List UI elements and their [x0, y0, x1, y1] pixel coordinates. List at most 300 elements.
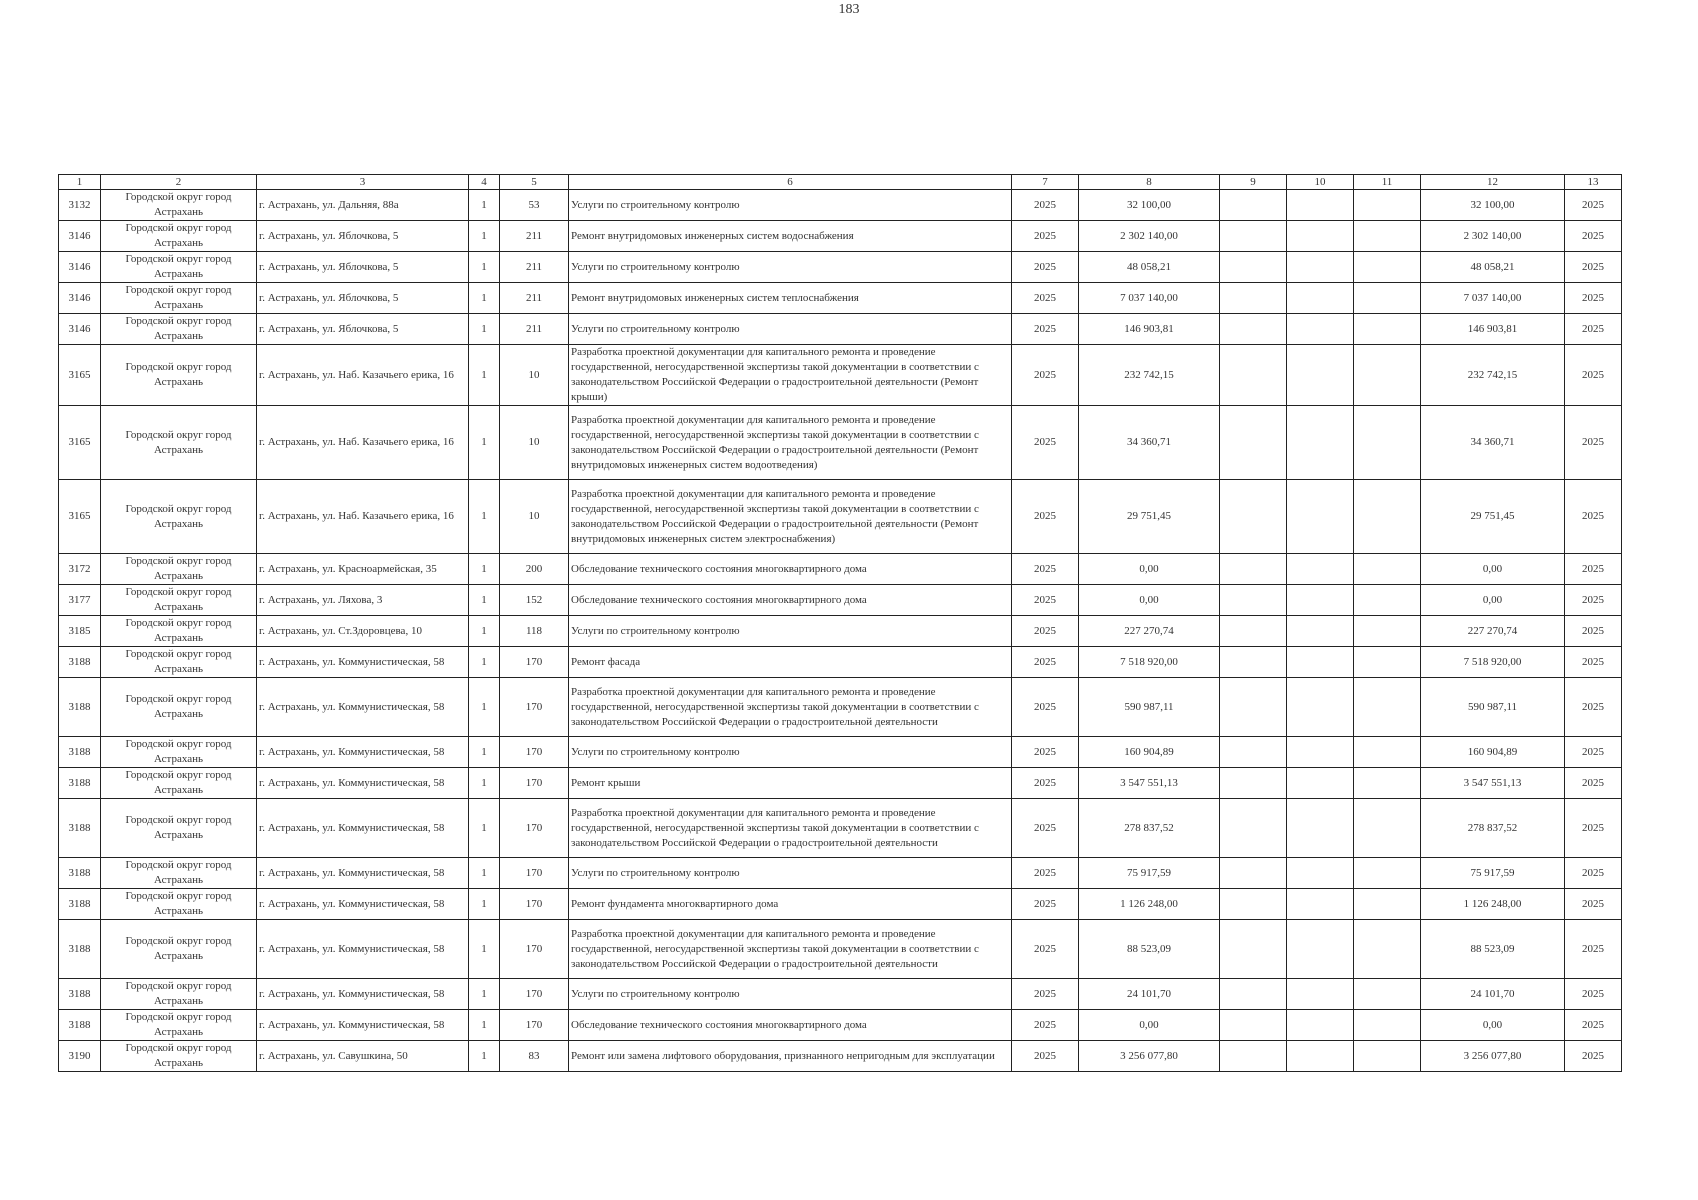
cell-col4: 1 [469, 858, 500, 889]
cell-col12: 88 523,09 [1421, 920, 1565, 979]
table-row [59, 585, 1622, 616]
table-row [59, 221, 1622, 252]
cell-col13: 2025 [1565, 585, 1622, 616]
column-header-3: 3 [257, 175, 469, 190]
cell-col11 [1354, 554, 1421, 585]
table-row [59, 345, 1622, 406]
cell-address: г. Астрахань, ул. Дальняя, 88а [257, 190, 469, 221]
cell-amount: 48 058,21 [1079, 252, 1220, 283]
cell-number: 3172 [59, 554, 101, 585]
cell-col5: 152 [500, 585, 569, 616]
cell-col10 [1287, 979, 1354, 1010]
cell-work-type: Услуги по строительному контролю [569, 314, 1012, 345]
column-header-4: 4 [469, 175, 500, 190]
cell-address: г. Астрахань, ул. Коммунистическая, 58 [257, 737, 469, 768]
cell-year: 2025 [1012, 190, 1079, 221]
cell-number: 3188 [59, 647, 101, 678]
cell-year: 2025 [1012, 314, 1079, 345]
cell-amount: 24 101,70 [1079, 979, 1220, 1010]
cell-municipality: Городской округ город Астрахань [101, 768, 257, 799]
cell-number: 3188 [59, 678, 101, 737]
column-header-9: 9 [1220, 175, 1287, 190]
cell-number: 3188 [59, 858, 101, 889]
cell-col10 [1287, 406, 1354, 480]
cell-col9 [1220, 190, 1287, 221]
cell-address: г. Астрахань, ул. Наб. Казачьего ерика, 16 [257, 480, 469, 554]
cell-col4: 1 [469, 406, 500, 480]
cell-col10 [1287, 768, 1354, 799]
cell-col13: 2025 [1565, 768, 1622, 799]
cell-number: 3188 [59, 799, 101, 858]
cell-address: г. Астрахань, ул. Наб. Казачьего ерика, 16 [257, 345, 469, 406]
cell-col13: 2025 [1565, 221, 1622, 252]
cell-col11 [1354, 283, 1421, 314]
cell-col9 [1220, 678, 1287, 737]
cell-col13: 2025 [1565, 889, 1622, 920]
cell-col4: 1 [469, 889, 500, 920]
cell-col11 [1354, 1041, 1421, 1072]
cell-col11 [1354, 1010, 1421, 1041]
cell-number: 3188 [59, 768, 101, 799]
cell-number: 3188 [59, 920, 101, 979]
cell-col10 [1287, 252, 1354, 283]
cell-address: г. Астрахань, ул. Красноармейская, 35 [257, 554, 469, 585]
cell-municipality: Городской округ город Астрахань [101, 858, 257, 889]
cell-address: г. Астрахань, ул. Коммунистическая, 58 [257, 768, 469, 799]
cell-year: 2025 [1012, 737, 1079, 768]
column-header-13: 13 [1565, 175, 1622, 190]
cell-municipality: Городской округ город Астрахань [101, 585, 257, 616]
cell-address: г. Астрахань, ул. Коммунистическая, 58 [257, 799, 469, 858]
cell-year: 2025 [1012, 252, 1079, 283]
table-row [59, 799, 1622, 858]
cell-col4: 1 [469, 920, 500, 979]
cell-amount: 7 037 140,00 [1079, 283, 1220, 314]
table-row [59, 190, 1622, 221]
cell-col11 [1354, 480, 1421, 554]
cell-col13: 2025 [1565, 480, 1622, 554]
cell-col4: 1 [469, 768, 500, 799]
cell-work-type: Услуги по строительному контролю [569, 858, 1012, 889]
cell-work-type: Обследование технического состояния многоквартирного дома [569, 554, 1012, 585]
cell-municipality: Городской округ город Астрахань [101, 554, 257, 585]
cell-amount: 1 126 248,00 [1079, 889, 1220, 920]
cell-year: 2025 [1012, 221, 1079, 252]
cell-col4: 1 [469, 283, 500, 314]
cell-col10 [1287, 920, 1354, 979]
cell-col12: 278 837,52 [1421, 799, 1565, 858]
cell-col4: 1 [469, 1041, 500, 1072]
cell-col10 [1287, 737, 1354, 768]
cell-col11 [1354, 314, 1421, 345]
cell-work-type: Разработка проектной документации для капитального ремонта и проведение государственной, негосударственной экспертизы такой документации в соответствии с законодательством Российской Федерации о градостроительной деятельности [569, 678, 1012, 737]
cell-municipality: Городской округ город Астрахань [101, 283, 257, 314]
cell-col11 [1354, 768, 1421, 799]
cell-col11 [1354, 920, 1421, 979]
cell-year: 2025 [1012, 585, 1079, 616]
cell-year: 2025 [1012, 554, 1079, 585]
cell-col4: 1 [469, 314, 500, 345]
table-row [59, 768, 1622, 799]
cell-col5: 118 [500, 616, 569, 647]
cell-number: 3177 [59, 585, 101, 616]
cell-col5: 170 [500, 768, 569, 799]
cell-year: 2025 [1012, 647, 1079, 678]
cell-address: г. Астрахань, ул. Ляхова, 3 [257, 585, 469, 616]
cell-work-type: Ремонт крыши [569, 768, 1012, 799]
cell-col4: 1 [469, 345, 500, 406]
cell-col9 [1220, 406, 1287, 480]
cell-col9 [1220, 283, 1287, 314]
cell-amount: 7 518 920,00 [1079, 647, 1220, 678]
cell-municipality: Городской округ город Астрахань [101, 1041, 257, 1072]
cell-number: 3165 [59, 345, 101, 406]
table-header [59, 175, 1622, 190]
cell-work-type: Услуги по строительному контролю [569, 252, 1012, 283]
cell-col11 [1354, 190, 1421, 221]
cell-col10 [1287, 858, 1354, 889]
cell-col11 [1354, 616, 1421, 647]
cell-year: 2025 [1012, 406, 1079, 480]
table-row [59, 678, 1622, 737]
cell-col4: 1 [469, 585, 500, 616]
cell-number: 3188 [59, 979, 101, 1010]
cell-col4: 1 [469, 979, 500, 1010]
cell-municipality: Городской округ город Астрахань [101, 252, 257, 283]
cell-col9 [1220, 314, 1287, 345]
cell-col13: 2025 [1565, 799, 1622, 858]
cell-col10 [1287, 1041, 1354, 1072]
cell-col5: 53 [500, 190, 569, 221]
cell-municipality: Городской округ город Астрахань [101, 647, 257, 678]
cell-col5: 170 [500, 678, 569, 737]
cell-number: 3190 [59, 1041, 101, 1072]
cell-col9 [1220, 858, 1287, 889]
cell-address: г. Астрахань, ул. Коммунистическая, 58 [257, 647, 469, 678]
cell-col4: 1 [469, 480, 500, 554]
table-row [59, 283, 1622, 314]
cell-work-type: Ремонт внутридомовых инженерных систем теплоснабжения [569, 283, 1012, 314]
cell-col13: 2025 [1565, 1041, 1622, 1072]
cell-col13: 2025 [1565, 1010, 1622, 1041]
cell-col11 [1354, 889, 1421, 920]
cell-col10 [1287, 221, 1354, 252]
cell-col13: 2025 [1565, 647, 1622, 678]
cell-col10 [1287, 190, 1354, 221]
cell-address: г. Астрахань, ул. Ст.Здоровцева, 10 [257, 616, 469, 647]
register-table [58, 174, 1622, 1072]
table-row [59, 252, 1622, 283]
cell-address: г. Астрахань, ул. Коммунистическая, 58 [257, 979, 469, 1010]
cell-work-type: Ремонт фасада [569, 647, 1012, 678]
cell-col9 [1220, 480, 1287, 554]
cell-col5: 200 [500, 554, 569, 585]
table-row [59, 858, 1622, 889]
cell-col13: 2025 [1565, 314, 1622, 345]
cell-number: 3185 [59, 616, 101, 647]
cell-number: 3188 [59, 737, 101, 768]
cell-address: г. Астрахань, ул. Коммунистическая, 58 [257, 889, 469, 920]
cell-col9 [1220, 979, 1287, 1010]
cell-col12: 160 904,89 [1421, 737, 1565, 768]
cell-municipality: Городской округ город Астрахань [101, 1010, 257, 1041]
cell-amount: 34 360,71 [1079, 406, 1220, 480]
cell-amount: 0,00 [1079, 554, 1220, 585]
cell-municipality: Городской округ город Астрахань [101, 406, 257, 480]
cell-col12: 7 518 920,00 [1421, 647, 1565, 678]
cell-col9 [1220, 799, 1287, 858]
cell-col4: 1 [469, 616, 500, 647]
cell-amount: 0,00 [1079, 585, 1220, 616]
cell-col12: 227 270,74 [1421, 616, 1565, 647]
table-row [59, 406, 1622, 480]
cell-work-type: Ремонт фундамента многоквартирного дома [569, 889, 1012, 920]
cell-municipality: Городской округ город Астрахань [101, 314, 257, 345]
table-row [59, 737, 1622, 768]
cell-col12: 0,00 [1421, 585, 1565, 616]
cell-col5: 10 [500, 406, 569, 480]
cell-address: г. Астрахань, ул. Яблочкова, 5 [257, 252, 469, 283]
cell-work-type: Услуги по строительному контролю [569, 190, 1012, 221]
cell-amount: 232 742,15 [1079, 345, 1220, 406]
cell-col11 [1354, 647, 1421, 678]
column-header-8: 8 [1079, 175, 1220, 190]
column-header-12: 12 [1421, 175, 1565, 190]
cell-col4: 1 [469, 737, 500, 768]
cell-col5: 170 [500, 858, 569, 889]
cell-col12: 1 126 248,00 [1421, 889, 1565, 920]
cell-col5: 170 [500, 799, 569, 858]
cell-col5: 83 [500, 1041, 569, 1072]
cell-col13: 2025 [1565, 345, 1622, 406]
cell-col12: 590 987,11 [1421, 678, 1565, 737]
table-row [59, 480, 1622, 554]
cell-col12: 0,00 [1421, 1010, 1565, 1041]
cell-col4: 1 [469, 678, 500, 737]
cell-work-type: Обследование технического состояния многоквартирного дома [569, 585, 1012, 616]
cell-col11 [1354, 221, 1421, 252]
cell-municipality: Городской округ город Астрахань [101, 979, 257, 1010]
column-header-6: 6 [569, 175, 1012, 190]
cell-col5: 170 [500, 647, 569, 678]
cell-work-type: Разработка проектной документации для капитального ремонта и проведение государственной, негосударственной экспертизы такой документации в соответствии с законодательством Российской Федерации о градостроительной деятельности [569, 920, 1012, 979]
column-header-10: 10 [1287, 175, 1354, 190]
cell-col5: 170 [500, 737, 569, 768]
table-body [59, 190, 1622, 1072]
cell-col13: 2025 [1565, 554, 1622, 585]
cell-col4: 1 [469, 190, 500, 221]
cell-col13: 2025 [1565, 979, 1622, 1010]
cell-number: 3146 [59, 221, 101, 252]
cell-col11 [1354, 737, 1421, 768]
cell-municipality: Городской округ город Астрахань [101, 221, 257, 252]
cell-col9 [1220, 554, 1287, 585]
cell-work-type: Ремонт или замена лифтового оборудования, признанного непригодным для эксплуатации [569, 1041, 1012, 1072]
cell-amount: 3 256 077,80 [1079, 1041, 1220, 1072]
cell-col10 [1287, 554, 1354, 585]
cell-col5: 211 [500, 221, 569, 252]
cell-col13: 2025 [1565, 616, 1622, 647]
cell-work-type: Услуги по строительному контролю [569, 979, 1012, 1010]
cell-number: 3188 [59, 889, 101, 920]
cell-number: 3132 [59, 190, 101, 221]
cell-year: 2025 [1012, 799, 1079, 858]
cell-year: 2025 [1012, 768, 1079, 799]
cell-col12: 146 903,81 [1421, 314, 1565, 345]
cell-col10 [1287, 616, 1354, 647]
table-row [59, 1041, 1622, 1072]
cell-amount: 160 904,89 [1079, 737, 1220, 768]
cell-amount: 3 547 551,13 [1079, 768, 1220, 799]
table-row [59, 314, 1622, 345]
cell-col5: 170 [500, 889, 569, 920]
cell-municipality: Городской округ город Астрахань [101, 616, 257, 647]
cell-col10 [1287, 585, 1354, 616]
cell-col11 [1354, 585, 1421, 616]
cell-col10 [1287, 678, 1354, 737]
cell-col5: 10 [500, 345, 569, 406]
cell-col12: 3 256 077,80 [1421, 1041, 1565, 1072]
cell-col12: 2 302 140,00 [1421, 221, 1565, 252]
cell-col9 [1220, 252, 1287, 283]
cell-number: 3146 [59, 283, 101, 314]
cell-col5: 170 [500, 920, 569, 979]
column-header-7: 7 [1012, 175, 1079, 190]
cell-col10 [1287, 314, 1354, 345]
cell-address: г. Астрахань, ул. Яблочкова, 5 [257, 221, 469, 252]
cell-number: 3165 [59, 480, 101, 554]
cell-col10 [1287, 799, 1354, 858]
column-header-2: 2 [101, 175, 257, 190]
cell-col5: 211 [500, 314, 569, 345]
cell-col4: 1 [469, 1010, 500, 1041]
cell-col4: 1 [469, 252, 500, 283]
table-row [59, 554, 1622, 585]
cell-col4: 1 [469, 647, 500, 678]
table-row [59, 889, 1622, 920]
cell-address: г. Астрахань, ул. Яблочкова, 5 [257, 314, 469, 345]
cell-year: 2025 [1012, 616, 1079, 647]
cell-col9 [1220, 1041, 1287, 1072]
cell-year: 2025 [1012, 979, 1079, 1010]
cell-municipality: Городской округ город Астрахань [101, 799, 257, 858]
cell-col5: 170 [500, 979, 569, 1010]
cell-work-type: Обследование технического состояния многоквартирного дома [569, 1010, 1012, 1041]
cell-col10 [1287, 889, 1354, 920]
cell-year: 2025 [1012, 1010, 1079, 1041]
cell-year: 2025 [1012, 920, 1079, 979]
cell-col12: 34 360,71 [1421, 406, 1565, 480]
cell-municipality: Городской округ город Астрахань [101, 920, 257, 979]
cell-col10 [1287, 345, 1354, 406]
cell-col9 [1220, 616, 1287, 647]
header-row [59, 175, 1622, 190]
cell-col11 [1354, 406, 1421, 480]
cell-col9 [1220, 345, 1287, 406]
cell-amount: 2 302 140,00 [1079, 221, 1220, 252]
cell-amount: 278 837,52 [1079, 799, 1220, 858]
table-row [59, 1010, 1622, 1041]
cell-col5: 10 [500, 480, 569, 554]
cell-col11 [1354, 858, 1421, 889]
cell-col12: 7 037 140,00 [1421, 283, 1565, 314]
cell-col12: 32 100,00 [1421, 190, 1565, 221]
cell-work-type: Ремонт внутридомовых инженерных систем водоснабжения [569, 221, 1012, 252]
cell-amount: 0,00 [1079, 1010, 1220, 1041]
cell-amount: 29 751,45 [1079, 480, 1220, 554]
cell-work-type: Разработка проектной документации для капитального ремонта и проведение государственной, негосударственной экспертизы такой документации в соответствии с законодательством Российской Федерации о градостроительной деятельности (Ремонт внутридомовых инженерных систем электроснабжения) [569, 480, 1012, 554]
cell-col12: 232 742,15 [1421, 345, 1565, 406]
cell-amount: 590 987,11 [1079, 678, 1220, 737]
cell-amount: 88 523,09 [1079, 920, 1220, 979]
cell-col13: 2025 [1565, 858, 1622, 889]
cell-municipality: Городской округ город Астрахань [101, 737, 257, 768]
cell-year: 2025 [1012, 1041, 1079, 1072]
cell-col13: 2025 [1565, 920, 1622, 979]
cell-address: г. Астрахань, ул. Савушкина, 50 [257, 1041, 469, 1072]
cell-col13: 2025 [1565, 252, 1622, 283]
cell-year: 2025 [1012, 678, 1079, 737]
cell-number: 3188 [59, 1010, 101, 1041]
cell-col9 [1220, 768, 1287, 799]
cell-work-type: Разработка проектной документации для капитального ремонта и проведение государственной, негосударственной экспертизы такой документации в соответствии с законодательством Российской Федерации о градостроительной деятельности (Ремонт крыши) [569, 345, 1012, 406]
cell-col10 [1287, 647, 1354, 678]
cell-col4: 1 [469, 554, 500, 585]
table-row [59, 647, 1622, 678]
cell-col12: 29 751,45 [1421, 480, 1565, 554]
cell-col11 [1354, 678, 1421, 737]
cell-col5: 211 [500, 283, 569, 314]
cell-col9 [1220, 920, 1287, 979]
cell-col13: 2025 [1565, 737, 1622, 768]
table-row [59, 920, 1622, 979]
cell-col11 [1354, 979, 1421, 1010]
cell-year: 2025 [1012, 858, 1079, 889]
cell-number: 3146 [59, 252, 101, 283]
cell-address: г. Астрахань, ул. Коммунистическая, 58 [257, 920, 469, 979]
cell-col9 [1220, 889, 1287, 920]
cell-col13: 2025 [1565, 678, 1622, 737]
cell-year: 2025 [1012, 889, 1079, 920]
cell-number: 3165 [59, 406, 101, 480]
cell-col11 [1354, 252, 1421, 283]
cell-col9 [1220, 221, 1287, 252]
table-row [59, 616, 1622, 647]
cell-col9 [1220, 737, 1287, 768]
cell-col5: 211 [500, 252, 569, 283]
column-header-11: 11 [1354, 175, 1421, 190]
cell-col9 [1220, 1010, 1287, 1041]
cell-col11 [1354, 345, 1421, 406]
cell-address: г. Астрахань, ул. Наб. Казачьего ерика, 16 [257, 406, 469, 480]
cell-col10 [1287, 480, 1354, 554]
column-header-1: 1 [59, 175, 101, 190]
cell-year: 2025 [1012, 480, 1079, 554]
cell-col12: 75 917,59 [1421, 858, 1565, 889]
cell-municipality: Городской округ город Астрахань [101, 480, 257, 554]
cell-col12: 24 101,70 [1421, 979, 1565, 1010]
cell-address: г. Астрахань, ул. Яблочкова, 5 [257, 283, 469, 314]
cell-address: г. Астрахань, ул. Коммунистическая, 58 [257, 1010, 469, 1041]
cell-amount: 227 270,74 [1079, 616, 1220, 647]
cell-municipality: Городской округ город Астрахань [101, 190, 257, 221]
cell-col13: 2025 [1565, 283, 1622, 314]
cell-work-type: Разработка проектной документации для капитального ремонта и проведение государственной, негосударственной экспертизы такой документации в соответствии с законодательством Российской Федерации о градостроительной деятельности (Ремонт внутридомовых инженерных систем водоотведения) [569, 406, 1012, 480]
cell-col13: 2025 [1565, 406, 1622, 480]
cell-col13: 2025 [1565, 190, 1622, 221]
cell-amount: 75 917,59 [1079, 858, 1220, 889]
cell-work-type: Услуги по строительному контролю [569, 737, 1012, 768]
